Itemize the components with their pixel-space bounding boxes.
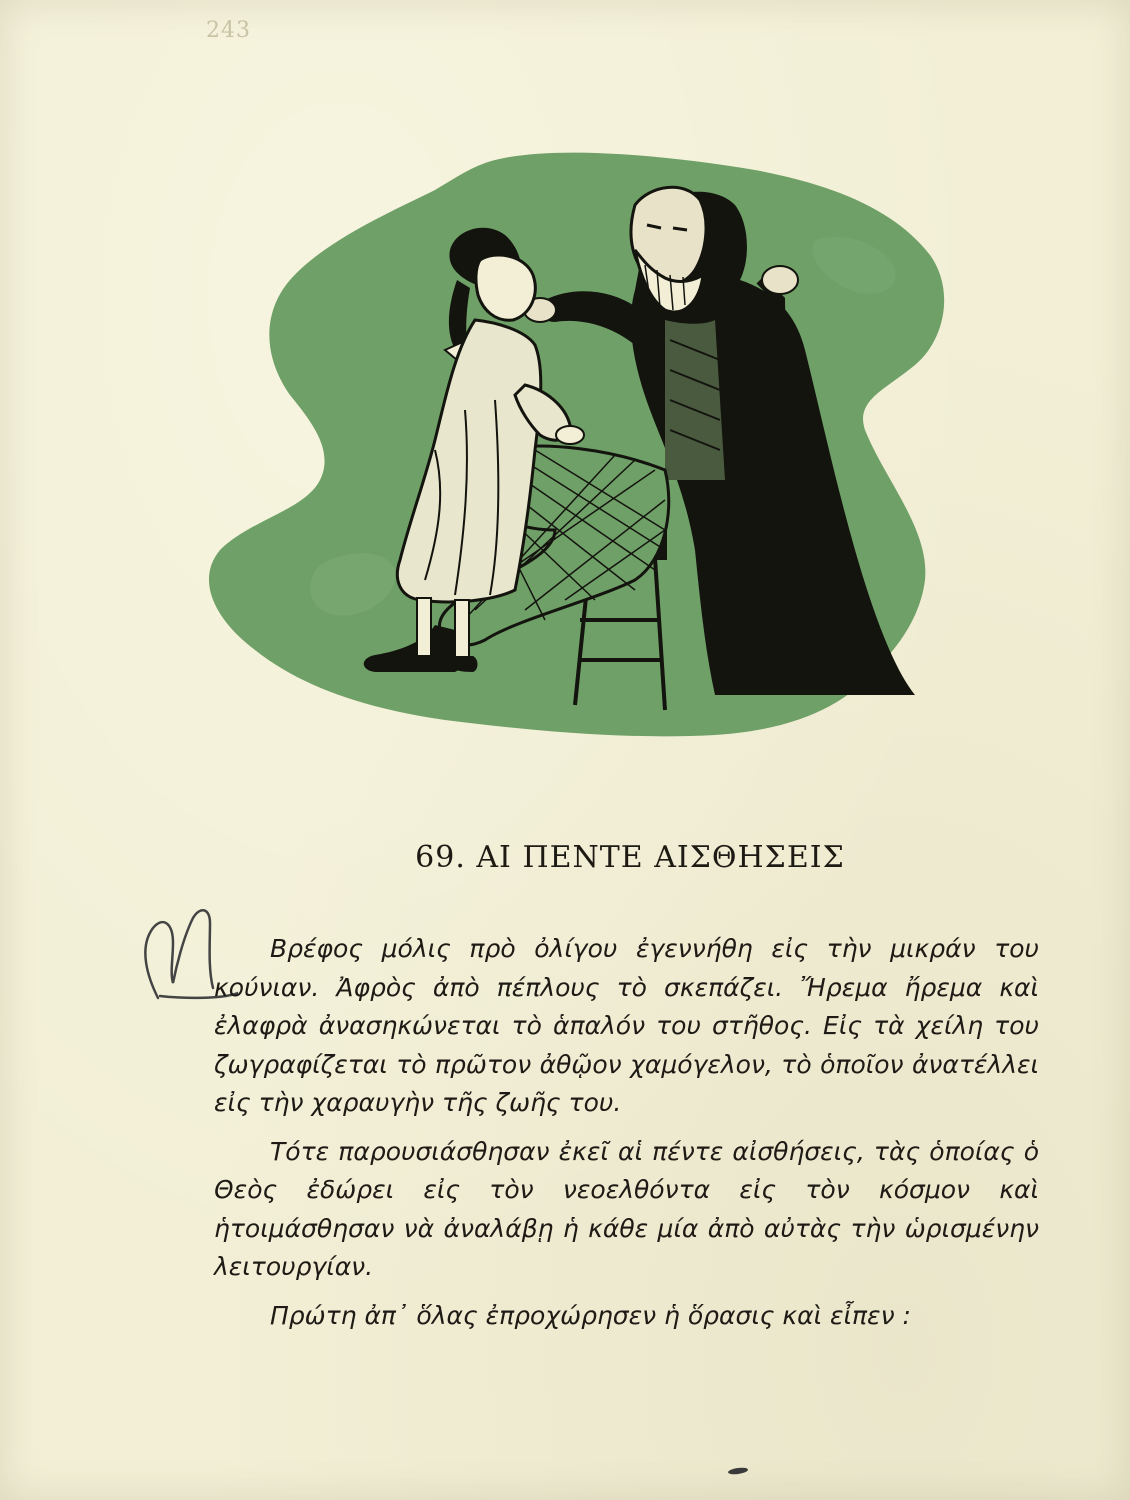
paragraph-1: Βρέφος μόλις πρὸ ὀλίγου ἐγεννήθη εἰς τὴν μικράν του κούνιαν. Ἀφρὸς ἀπὸ πέπλους τὸ σκεπάζει. Ἤρεμα ἤρεμα καὶ ἐλαφρὰ ἀνασηκώνεται τὸ ἁπαλόν του στῆθος. Εἰς τὰ χείλη του ζωγραφίζεται τὸ πρῶτον ἀθῷον χαμόγελον, τὸ ὁποῖον ἀνατέλλει εἰς τὴν χαραυγὴν τῆς ζωῆς του. [214,934,1039,1117]
paragraph-3: Πρώτη ἀπ᾽ ὅλας ἐπροχώρησεν ἡ ὅρασις καὶ εἶπεν : [270,1300,911,1330]
illustration-grandfather-and-child [195,150,955,760]
page-corner-number: 243 [206,18,251,43]
chapter-title: 69. ΑΙ ΠΕΝΤΕ ΑΙΣΘΗΣΕΙΣ [415,840,845,875]
paragraph-2: Τότε παρουσιάσθησαν ἐκεῖ αἱ πέντε αἰσθήσεις, τὰς ὁποίας ὁ Θεὸς ἐδώρει εἰς τὸν νεοελθόντα εἰς τὸν κόσμον καὶ ἡτοιμάσθησαν νὰ ἀναλάβῃ ἡ κάθε μία ἀπὸ αὐτὰς τὴν ὡρισμένην λειτουργίαν. [214,1136,1039,1281]
chapter-body [214,930,1039,1345]
